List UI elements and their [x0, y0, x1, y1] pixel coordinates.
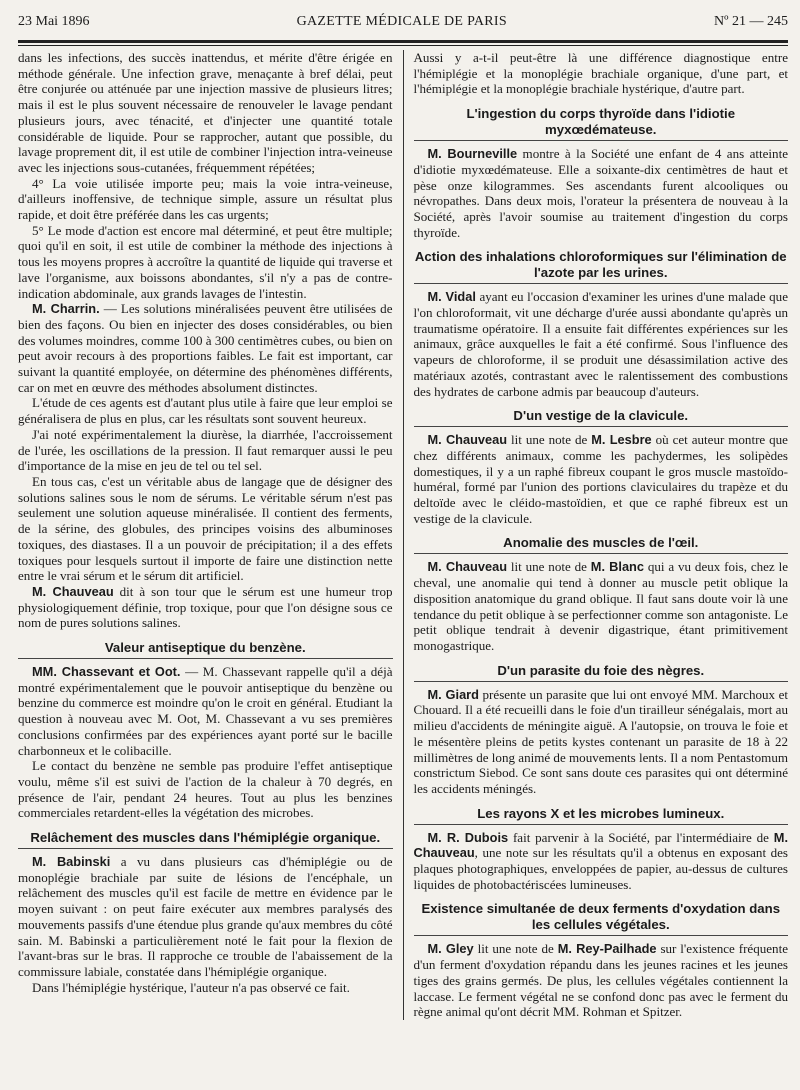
section-heading: D'un vestige de la clavicule. — [414, 408, 789, 427]
speaker-name: M. Babinski — [32, 854, 111, 870]
section-heading: Relâchement des muscles dans l'hémiplégie organique. — [18, 830, 393, 849]
section-heading: L'ingestion du corps thyroïde dans l'idiotie myxœdémateuse. — [414, 106, 789, 141]
speaker-name: M. Vidal — [427, 289, 476, 305]
speaker-name: MM. Chassevant et Oot. — [32, 664, 181, 680]
paragraph: Dans l'hémiplégie hystérique, l'auteur n'a pas observé ce fait. — [32, 979, 350, 995]
paragraph: 5° Le mode d'action est encore mal déterminé, et peut être multiple; quoi qu'il en soit, il est utile de combiner la méthode des injections à tous les moyens propres à accroître la quantité de liquide qui traverse et lave l'organisme, aux boissons abondantes, s'il n'y a pas de contre-indication abdominale, aux grands lavages de l'intestin. — [18, 222, 393, 301]
paragraph-text: — Les solutions minéralisées peuvent être utilisées de bien des façons. Ou bien en injecter des doses considérables, ou bien des volumes moindres, comme 100 à 300 centimètres cubes, ou bien on peut avoir recours à des proportions faibles. Le fait est important, car suivant la quantité employée, on détermine des phénomènes différents, car on met en œuvre des méthodes absolument distinctes. — [18, 301, 393, 395]
header-journal-title: GAZETTE MÉDICALE DE PARIS — [296, 14, 507, 29]
speaker-name: M. Charrin. — [32, 301, 100, 317]
header-rule — [18, 40, 788, 43]
speaker-name: M. Chauveau — [427, 432, 508, 448]
paragraph-text: sur l'existence fréquente d'un ferment d'oxydation répandu dans les jeunes racines et les jeunes tiges des grains germés. De plus, les cellules végétales contiennent la laccase. Le ferment végétal ne se confond donc pas avec le ferment du règne animal qu'ont décrit MM. Rohman et Spitzer. — [413, 941, 788, 1020]
two-column-body — [18, 50, 788, 1020]
right-column — [403, 50, 789, 1020]
paragraph-text: lit une note de — [507, 432, 592, 448]
section-heading: Existence simultanée de deux ferments d'oxydation dans les cellules végétales. — [414, 901, 789, 936]
paragraph: Aussi y a-t-il peut-être là une différence diagnostique entre l'hémiplégie et la monoplégie brachiale organique, d'une part, et l'hémiplégie et la monoplégie brachiale hystérique, d'autre part. — [413, 50, 788, 97]
speaker-name: M. Chauveau — [32, 583, 114, 599]
page-header — [18, 14, 788, 32]
section-heading: Action des inhalations chloroformiques sur l'élimination de l'azote par les urines. — [414, 249, 789, 284]
section-heading: Valeur antiseptique du benzène. — [18, 640, 393, 659]
paragraph-text: dit à son tour que le sérum est une humeur trop physiologiquement définie, trop toxique, pour que l'on désigne sous ce nom de pures solutions salines. — [18, 583, 393, 631]
paragraph — [414, 941, 789, 1020]
paragraph — [414, 830, 789, 893]
paragraph-text: présente un parasite que lui ont envoyé MM. Marchoux et Chouard. Il a été recueilli dans le foie d'un tirailleur sénégalais, mort au milieu d'accidents de méningite aiguë. A l'autopsie, on trouva le foie et le mésentère pleins de petits kystes contenant un parasite de 18 à 22 millimètres de long animé de mouvements lents. Il a nom Pentastomum constrictum Siebod. Ce sont sans doute ces parasites qui ont déterminé les accidents méningés. — [413, 686, 788, 796]
paragraph — [18, 301, 393, 395]
author-name: M. Lesbre — [591, 432, 652, 448]
paragraph: Le contact du benzène ne semble pas produire l'effet antiseptique voulu, même s'il est suivi de l'action de la chaleur à 70 degrés, en présence de l'air, pendant 24 heures. Tout au plus les benzines commerciales retardent-elles la végétation des microbes. — [18, 758, 393, 821]
paragraph: L'étude de ces agents est d'autant plus utile à faire que leur emploi se généralisera de plus en plus, car les résultats sont souvent heureux. — [18, 395, 393, 427]
header-date: 23 Mai 1896 — [18, 14, 90, 29]
paragraph — [414, 687, 789, 797]
author-name: M. Blanc — [590, 559, 644, 575]
section-heading: D'un parasite du foie des nègres. — [414, 663, 789, 682]
paragraph-text: où cet auteur montre que chez différents animaux, comme les pachydermes, les solipèdes domestiques, il y a un raphé fibreux coupant le gros muscle mastoïdo-huméral, formé par l'union des portions claviculaires du trapèze et du deltoïde avec le cléido-mastoïdien, et que ce raphé fibreux est un vestige de la clavicule. — [413, 432, 788, 526]
paragraph: 4° La voie utilisée importe peu; mais la voie intra-veineuse, d'ailleurs inoffensive, de technique simple, assure un résultat plus rapide, et doit être préférée dans les cas urgents; — [18, 175, 393, 223]
paragraph — [414, 146, 789, 240]
author-name: M. Rey-Pailhade — [557, 941, 657, 957]
paragraph — [18, 664, 393, 758]
speaker-name: M. Gley — [427, 941, 474, 957]
speaker-name: M. Giard — [427, 686, 479, 702]
paragraph-text: montre à la Société une enfant de 4 ans atteinte d'idiotie myxœdémateuse. Elle a soixante-dix centimètres de haut et pèse onze kilogrammes. Ses ascendants furent alcooliques ou névropathes. Dans deux mois, l'orateur la présentera de nouveau à la Société, après l'avoir soumise au traitement d'ingestion du corps thyroïde. — [413, 146, 788, 240]
paragraph-text: ayant eu l'occasion d'examiner les urines d'une malade que l'on chloroformait, vit une décharge d'urée aussi abondante qu'après un traumatisme opératoire. Il a ensuite fait différentes expériences sur les animaux, grâce auxquelles le fait a été confirmé. Sous l'influence des vapeurs de chloroforme, il se produit une désassimilation active des matériaux azotés, contrastant avec le ralentissement des combustions des hydrates de carbone admis par beaucoup d'auteurs. — [413, 289, 788, 399]
speaker-name: M. R. Dubois — [427, 829, 509, 845]
paragraph-text: fait parvenir à la Société, par l'intermédiaire de — [508, 829, 774, 845]
section-heading: Les rayons X et les microbes lumineux. — [414, 806, 789, 825]
paragraph — [18, 854, 393, 980]
paragraph-text: qui a vu deux fois, chez le cheval, une anomalie qui tend à donner au muscle petit oblique la disposition anatomique du grand oblique. Il faut sans doute voir là une tendance du petit oblique à se perfectionner comme son antagoniste. Le petit oblique tendrait à devenir digastrique, étant primitivement monogastrique. — [413, 559, 788, 653]
header-rule-thin — [18, 45, 788, 46]
paragraph: En tous cas, c'est un véritable abus de langage que de désigner des solutions salines sous le nom de sérums. Le véritable sérum n'est pas seulement une solution aqueuse minéralisée. Il contient des ferments, de la sérine, des globules, des principes voisins des albuminoses toxiques, des diastases. Il a un pouvoir de précipitation; il a des effets toxiques pour lesquels surtout il importe de faire une distinction nette entre le vrai sérum et le sérum dit artificiel. — [18, 473, 393, 584]
paragraph — [414, 559, 789, 653]
paragraph-text: — M. Chassevant rappelle qu'il a déjà montré expérimentalement que le pouvoir antiseptique du benzène ou benzine du commerce est moindre qu'on le croit en général. Etudiant la question à nouveau avec M. Oot, M. Chassevant a vu ses premières conclusions confirmées par des expériences ayant porté sur le bacille charbonneux et le colibacille. — [18, 664, 393, 758]
paragraph — [414, 432, 789, 526]
paragraph-text: lit une note de — [473, 941, 558, 957]
speaker-name: M. Chauveau — [413, 829, 788, 861]
paragraph-text: a vu dans plusieurs cas d'hémiplégie ou de monoplégie brachiale par suite de lésions de l'encéphale, un relâchement des muscles qu'il est facile de mettre en évidence par le moyen suivant : on peut faire exécuter aux membres paralysés des mouvements passifs d'une étendue plus grande qu'aux membres du côté sain. M. Babinski a particulièrement noté le fait pour la flexion de l'avant-bras sur le bras. Il rapproche ce trouble de l'abaissement de la commissure labiale, constatée dans l'hémiplégie organique. — [18, 854, 393, 979]
paragraph — [18, 584, 393, 631]
paragraph — [414, 289, 789, 399]
speaker-name: M. Chauveau — [427, 559, 508, 575]
header-issue-page: Nº 21 — 245 — [714, 14, 788, 29]
paragraph-text: , une note sur les résultats qu'il a obtenus en exposant des plaques photographiques, enveloppées de papier, au-dessus de cultures liquides de photobactériscées lumineuses. — [413, 845, 788, 892]
left-column — [18, 50, 403, 1020]
speaker-name: M. Bourneville — [427, 146, 518, 162]
paragraph: dans les infections, des succès inattendus, et mérite d'être érigée en méthode générale. Une infection grave, menaçante à bref délai, peut être conjurée ou atténuée par une injection massive de plusieurs litres; mais il est le plus souvent nécessaire de renouveler le lavage pendant plusieurs jours, avec ténacité, et d'injecter une quantité totale considérable de liquide. Pour se rapprocher, autant que possible, du lavage proprement dit, il est utile de combiner l'injection intra-veineuse avec les injections sous-cutanées, fréquemment répétées; — [18, 50, 393, 175]
section-heading: Anomalie des muscles de l'œil. — [414, 535, 789, 554]
paragraph: J'ai noté expérimentalement la diurèse, la diarrhée, l'accroissement de l'urée, les oscillations de la pression. Il faut remarquer aussi le peu d'importance de la mise en jeu de tel ou tel sel. — [18, 426, 393, 474]
paragraph-text: lit une note de — [507, 559, 591, 575]
